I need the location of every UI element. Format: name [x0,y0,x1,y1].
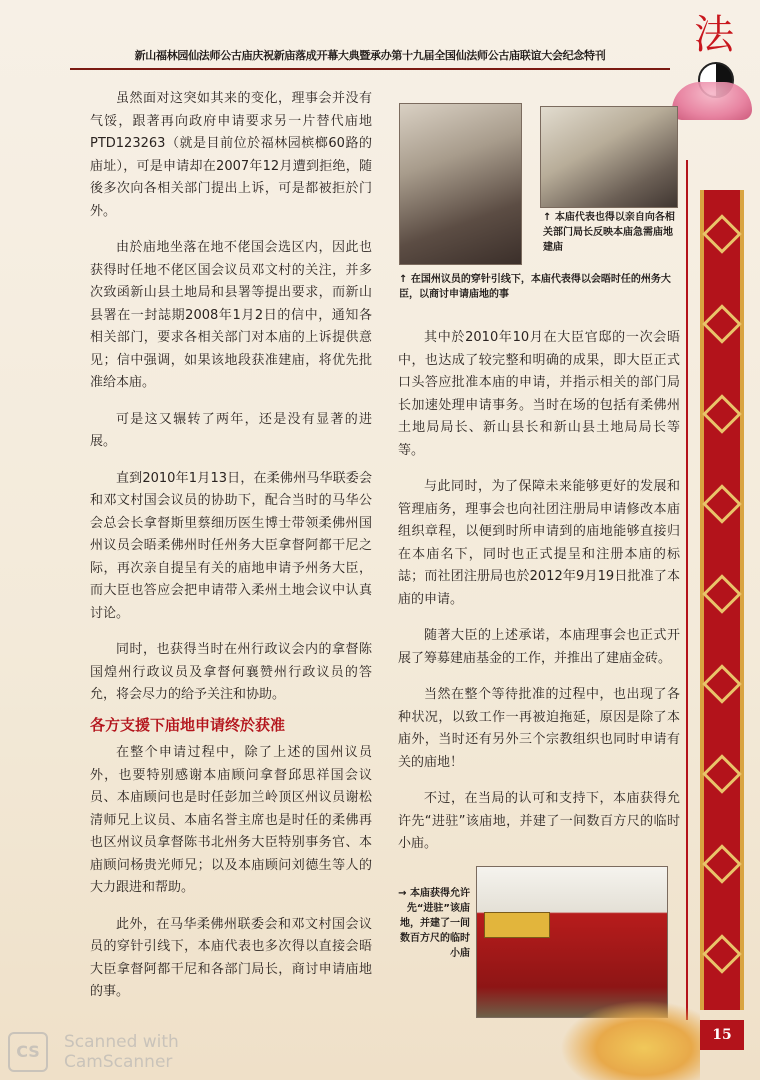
section-heading: 各方支援下庙地申请终於获准 [90,716,286,734]
photo-caption-1: ↑ 在国州议员的穿针引线下，本庙代表得以会晤时任的州务大臣，以商讨申请庙地的事 [399,274,671,300]
paragraph: 不过，在当局的认可和支持下，本庙获得允许先“进驻”该庙地，并建了一间数百方尺的临时小庙。 [398,791,680,851]
knot-icon [702,304,742,344]
paragraph: 与此同时，为了保障未来能够更好的发展和管理庙务，理事会也向社团注册局申请修改本庙组织章程，以便到时所申请到的庙地能够直接归在本庙名下，同时也正式提呈和注册本庙的标誌；而社团注册局也於2012年9月19日批准了本庙的申请。 [398,479,680,607]
magazine-header: 新山福林园仙法师公古庙庆祝新庙落成开幕大典暨承办第十九届全国仙法师公古庙联谊大会纪念特刊 [70,44,670,70]
decorative-border-strip [700,190,744,1010]
paragraph: 由於庙地坐落在地不佬国会选区内，因此也获得时任地不佬区国会议员邓文村的关注，并多次致函新山县土地局和县署等提出要求，而新山县署在一封誌期2008年1月2日的信中，通知各相关部门，要求各相关部门对本庙的上诉提供意见；信中强调，如果该地段获准建庙，将优先批准给本庙。 [90,240,372,390]
watermark-line-2: CamScanner [64,1052,173,1072]
paragraph: 可是这又辗转了两年，还是没有显著的进展。 [90,411,372,449]
paragraph: 直到2010年1月13日，在柔佛州马华联委会和邓文村国会议员的协助下，配合当时的马华公会总会长拿督斯里蔡细历医生博士带领柔佛州国州议员会晤柔佛州时任州务大臣拿督阿都干尼之际，再次亲自提呈有关的庙地申请予州务大臣，而大臣也答应会把申请带入柔州土地会议中认真讨论。 [90,470,372,621]
temple-signboard [484,912,550,938]
camscanner-icon: CS [8,1032,48,1072]
paragraph: 此外，在马华柔佛州联委会和邓文村国会议员的穿针引线下，本庙代表也多次得以直接会晤大臣拿督阿都干尼和各部门局长，商讨申请庙地的事。 [90,916,372,999]
photo-caption-2: ↑ 本庙代表也得以亲自向各相关部门局长反映本庙急需庙地建庙 [543,212,675,253]
lotus-decoration [560,1000,700,1080]
paragraph: 当然在整个等待批准的过程中，也出现了各种状况，以致工作一再被迫拖延，原因是除了本庙外，当时还有另外三个宗教组织也同时申请有关的庙地！ [398,687,680,770]
left-column-lower [90,742,372,1018]
page-number: 15 [700,1020,744,1050]
watermark-text [64,1032,224,1072]
knot-icon [702,934,742,974]
paragraph: 同时，也获得当时在州行政议会内的拿督陈国煌州行政议员及拿督何襄赞州行政议员的答允，将会尽力的给予关注和协助。 [90,642,372,702]
scanner-watermark [8,1030,218,1074]
knot-icon [702,394,742,434]
knot-icon [702,214,742,254]
paragraph: 虽然面对这突如其来的变化，理事会并没有气馁，跟著再向政府申请要求另一片替代庙地PTD123263（就是目前位於福林园槟榔60路的庙址），可是申请却在2007年12月遭到拒绝，随後多次向各相关部门提出上诉，可是都被拒於门外。 [90,91,372,219]
lotus-icon [672,82,752,120]
paragraph: 随著大臣的上述承诺，本庙理事会也正式开展了筹募建庙基金的工作，并推出了建庙金砖。 [398,628,680,666]
meeting-photo-1 [399,103,522,265]
paragraph: 在整个申请过程中，除了上述的国州议员外，也要特别感谢本庙顾问拿督邱思祥国会议员、本庙顾问也是时任彭加兰岭顶区州议员谢松清师兄上议员、本庙名誉主席也是时任的柔佛再也区州议员拿督陈书北州务大臣特别事务官、本庙顾问杨贵光师兄；以及本庙顾问刘德生等人的大力跟进和帮助。 [90,745,372,895]
left-column [90,88,372,721]
photo-caption-3: → 本庙获得允许先“进驻”该庙地，并建了一间数百方尺的临时小庙 [398,888,470,959]
fa-character-logo: 法 [694,12,734,58]
meeting-photo-2 [540,106,678,208]
knot-icon [702,754,742,794]
paragraph: 其中於2010年10月在大臣官邸的一次会晤中，也达成了较完整和明确的成果，即大臣正式口头答应批准本庙的申请，并指示相关的部门局长加速处理申请事务。当时在场的包括有柔佛州土地局局长、新山县长和新山县土地局局长等等。 [398,330,680,458]
watermark-line-1: Scanned with [64,1032,179,1052]
temporary-temple-photo [476,866,668,1018]
knot-icon [702,484,742,524]
right-column [398,327,680,870]
knot-icon [702,844,742,884]
knot-icon [702,664,742,704]
knot-icon [702,574,742,614]
border-divider-line [686,160,688,1020]
